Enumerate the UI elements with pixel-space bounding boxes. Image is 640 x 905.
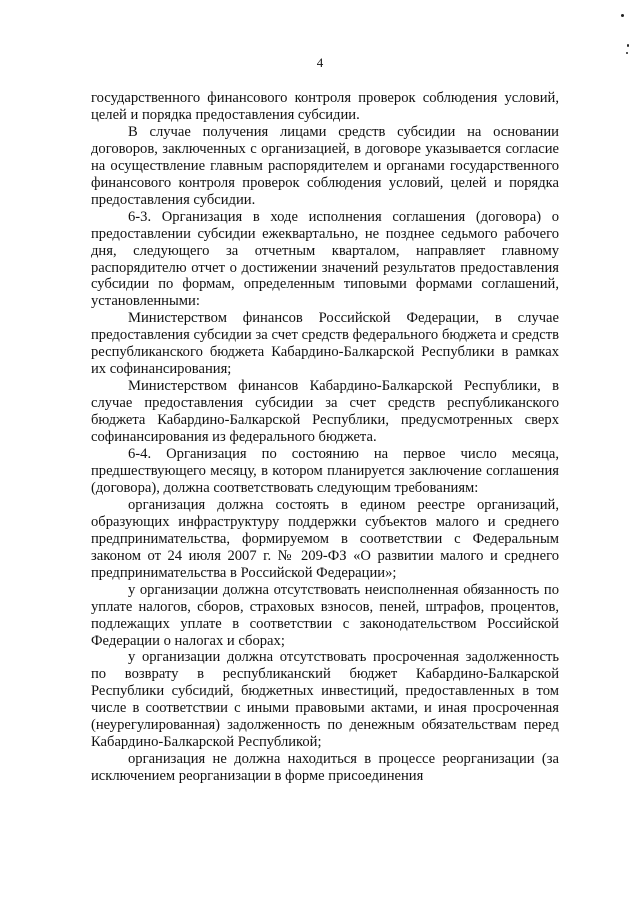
scan-speck: [621, 14, 624, 17]
paragraph-requirement-taxes: у организации должна отсутствовать неисполненная обязанность по уплате налогов, сборов, страховых взносов, пеней, штрафов, процентов, подлежащих уплате в соответствии с законодательством Российской Федерации о налогах и сборах;: [91, 581, 559, 649]
paragraph-requirement-debt: у организации должна отсутствовать просроченная задолженность по возврату в республиканский бюджет Кабардино-Балкарской Республики субсидий, бюджетных инвестиций, предоставленных в том числе в соответствии с иными правовыми актами, и иная просроченная (неурегулированная) задолженность по денежным обязательствам перед Кабардино-Балкарской Республикой;: [91, 649, 559, 751]
paragraph-continuation: государственного финансового контроля проверок соблюдения условий, целей и порядка предоставления субсидии.: [91, 90, 559, 123]
paragraph-ministry-kbr: Министерством финансов Кабардино-Балкарской Республики, в случае предоставления субсидии за счет средств республиканского бюджета Кабардино-Балкарской Республики, предусмотренных сверх софинансирования из федерального бюджета.: [91, 378, 559, 446]
paragraph-requirement-registry: организация должна состоять в едином реестре организаций, образующих инфраструктуру поддержки субъектов малого и среднего предпринимательства, формируемом в соответствии с Федеральным законом от 24 июля 2007 г. № 209-ФЗ «О развитии малого и среднего предпринимательства в Российской Федерации»;: [91, 496, 559, 581]
paragraph-ministry-rf: Министерством финансов Российской Федерации, в случае предоставления субсидии за счет средств федерального бюджета и средств республиканского бюджета Кабардино-Балкарской Республики в рамках их софинансирования;: [91, 310, 559, 378]
paragraph-6-4: 6-4. Организация по состоянию на первое число месяца, предшествующего месяцу, в котором планируется заключение соглашения (договора), должна соответствовать следующим требованиям:: [91, 446, 559, 496]
scan-speck: [626, 52, 628, 54]
paragraph-requirement-reorganization: организация не должна находиться в процессе реорганизации (за исключением реорганизации в форме присоединения: [91, 751, 559, 785]
document-body: [91, 90, 559, 785]
paragraph-subsidy-contracts: В случае получения лицами средств субсидии на основании договоров, заключенных с организацией, в договоре указывается согласие на осуществление главным распорядителем и органами государственного финансового контроля проверок соблюдения условий, целей и порядка предоставления субсидии.: [91, 123, 559, 208]
page-number: 4: [316, 55, 324, 70]
scan-speck: [627, 44, 629, 47]
paragraph-6-3: 6-3. Организация в ходе исполнения соглашения (договора) о предоставлении субсидии ежеквартально, не позднее седьмого рабочего дня, следующего за отчетным кварталом, направляет главному распорядителю отчет о достижении значений результатов предоставления субсидии по формам, определенным типовыми формами соглашений, установленными:: [91, 208, 559, 310]
